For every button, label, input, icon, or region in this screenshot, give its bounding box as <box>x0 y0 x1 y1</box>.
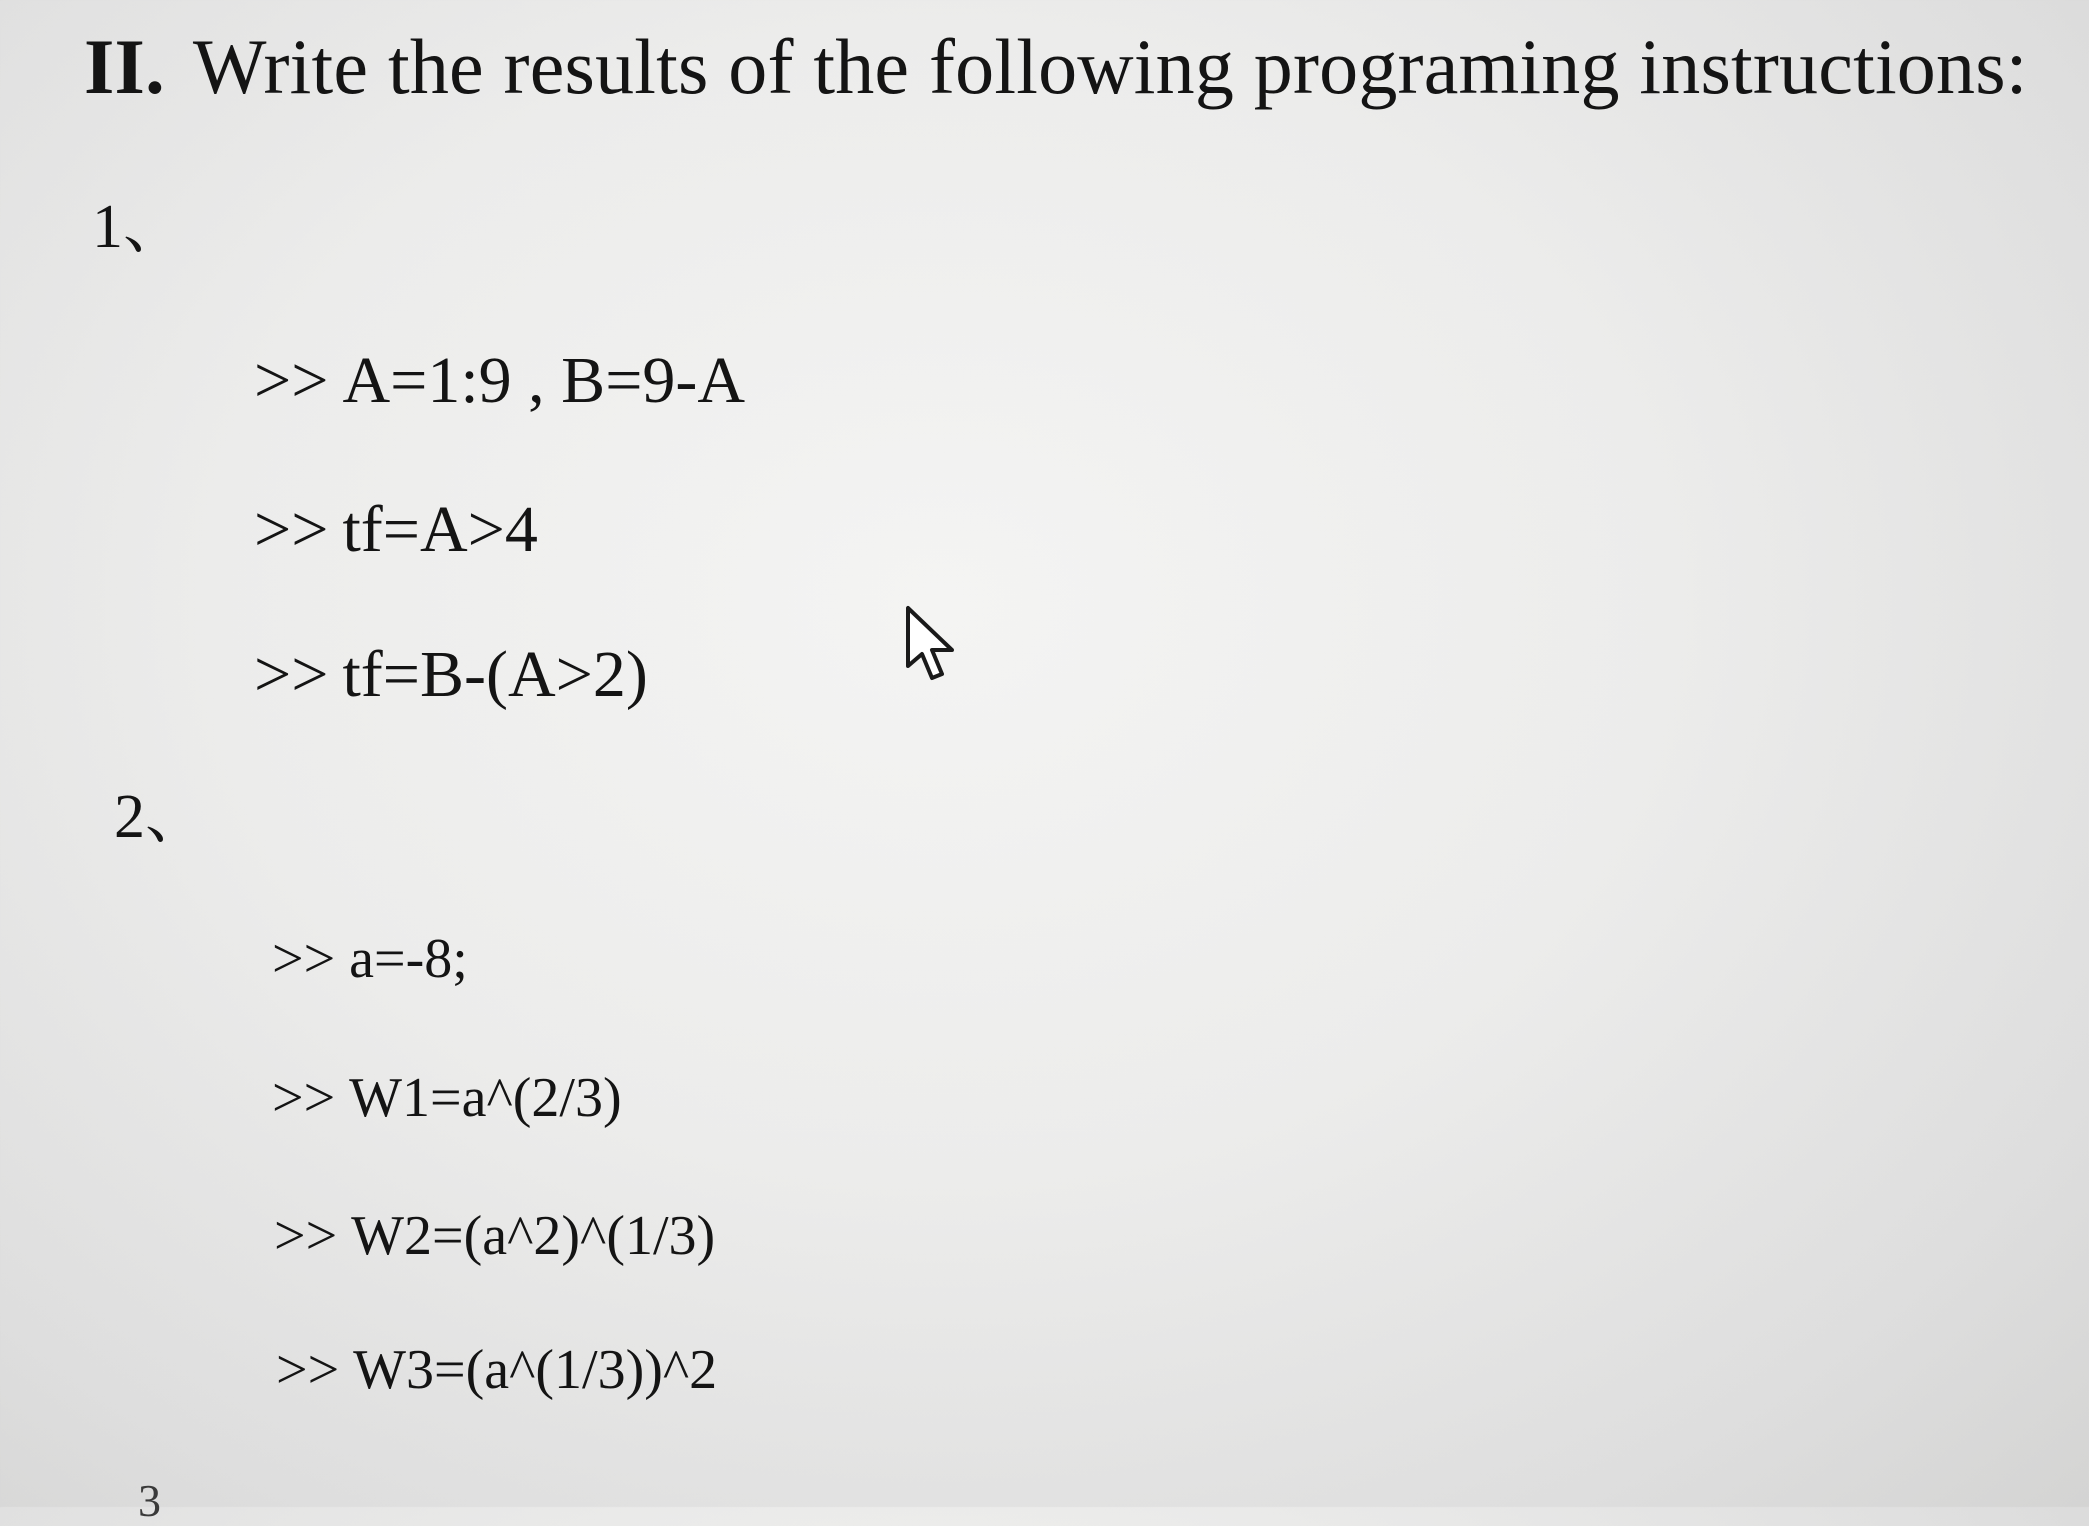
command-prompt: >> <box>274 1205 338 1267</box>
command-prompt: >> <box>254 638 329 711</box>
section-number: II. <box>84 23 165 110</box>
command-line <box>254 493 538 566</box>
command-code: tf=A>4 <box>342 493 538 566</box>
mouse-pointer-icon <box>902 604 972 694</box>
command-code: tf=B-(A>2) <box>342 638 648 711</box>
command-prompt: >> <box>272 1067 336 1129</box>
command-line <box>272 928 468 990</box>
problem-2-label: 2、 <box>114 783 208 851</box>
section-heading <box>84 23 2028 110</box>
command-line <box>276 1339 718 1401</box>
command-line <box>254 638 648 711</box>
command-code: W3=(a^(1/3))^2 <box>353 1339 718 1401</box>
section-title: Write the results of the following programing instructions: <box>192 23 2028 110</box>
command-prompt: >> <box>254 493 329 566</box>
command-prompt: >> <box>272 928 336 990</box>
command-prompt: >> <box>254 344 329 417</box>
command-line <box>272 1067 622 1129</box>
command-code: A=1:9 , B=9-A <box>342 344 746 417</box>
command-line <box>274 1205 716 1267</box>
problem-3-label: 3 <box>138 1475 161 1526</box>
command-line <box>254 344 746 417</box>
command-prompt: >> <box>276 1339 340 1401</box>
problem-1-label: 1、 <box>92 193 186 261</box>
command-code: W2=(a^2)^(1/3) <box>351 1205 716 1267</box>
command-code: a=-8; <box>349 928 468 990</box>
command-code: W1=a^(2/3) <box>349 1067 622 1129</box>
